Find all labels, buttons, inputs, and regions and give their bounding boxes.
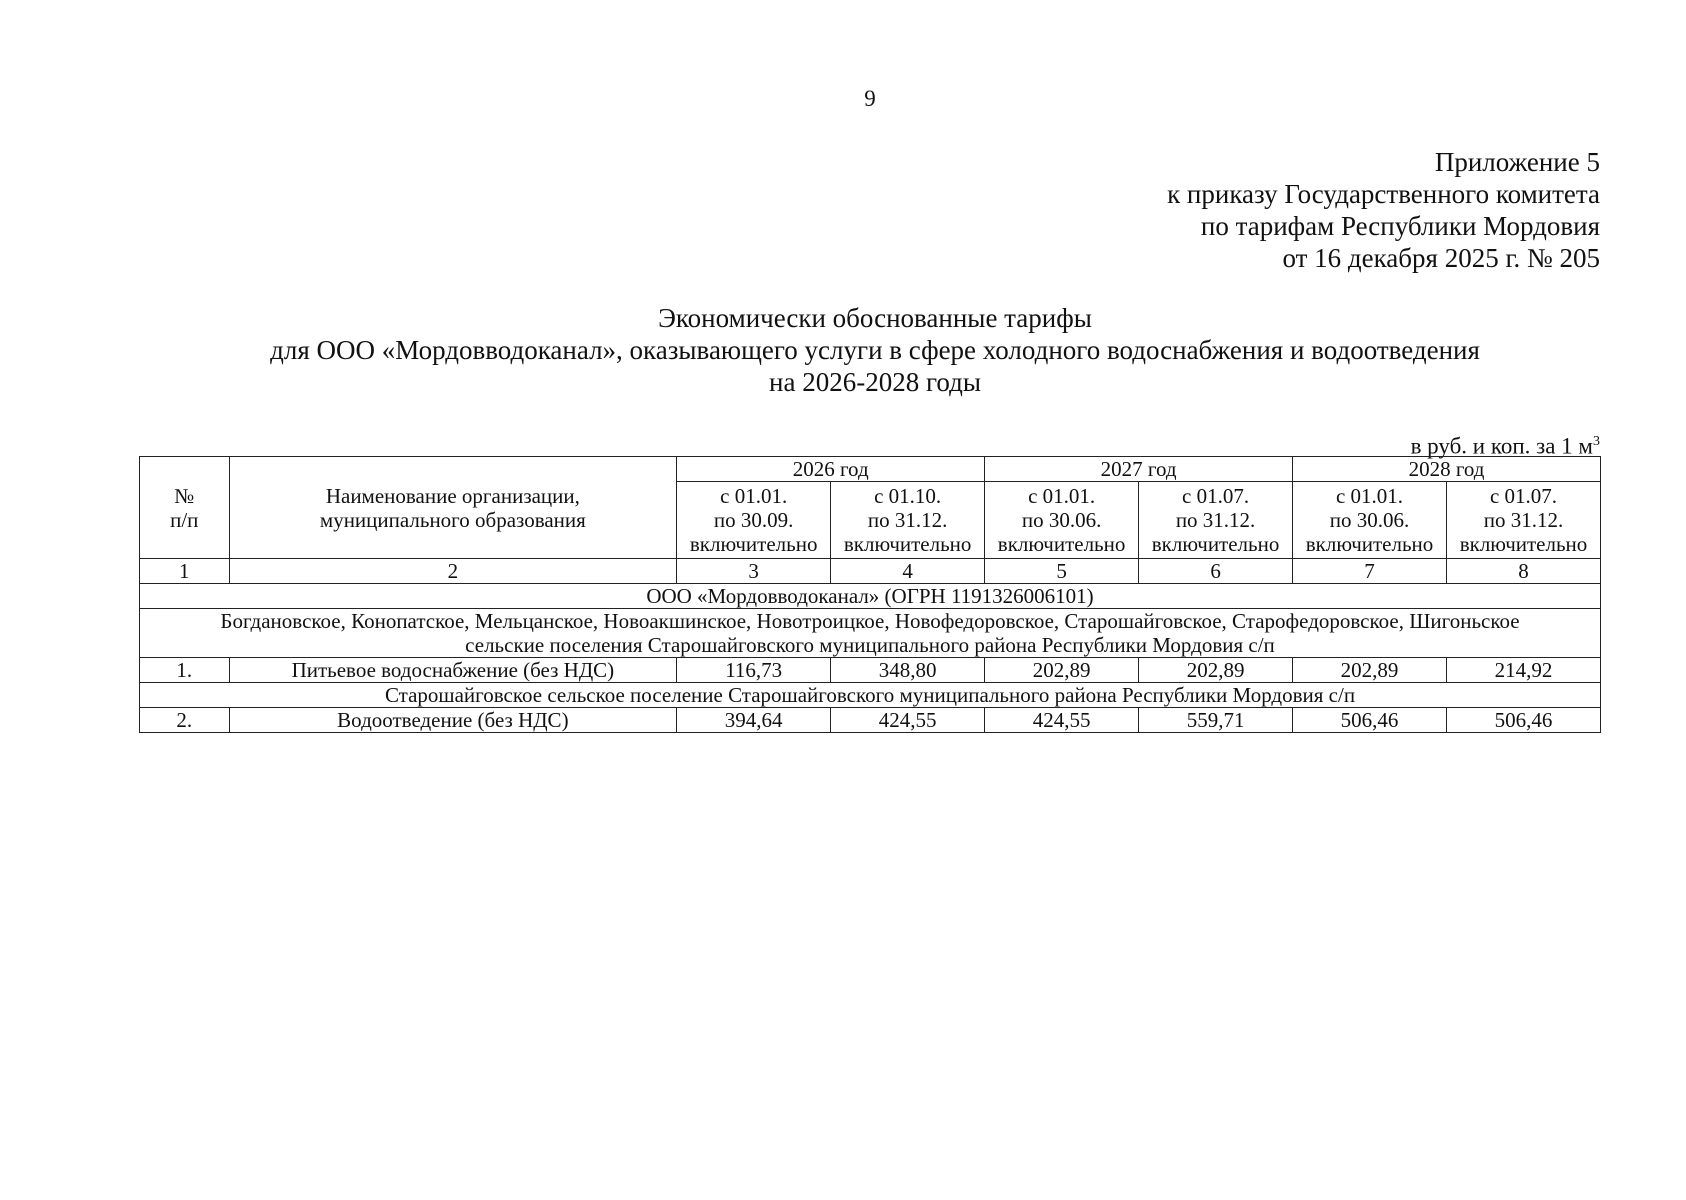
page-number: 9 [864,86,876,111]
units-superscript: 3 [1593,434,1600,449]
period-to: по 31.12. [867,508,948,532]
section-header-row [140,683,1601,708]
tariff-table [139,456,1601,733]
row-service-name: Питьевое водоснабжение (без НДС) [229,658,677,683]
header-name-line: Наименование организации, [325,483,580,508]
header-year-2026: 2026 год [677,457,985,482]
header-period [1447,482,1601,559]
header-period [677,482,831,559]
header-row-years [140,457,1601,482]
organization-row [140,584,1601,609]
tariff-value: 559,71 [1139,708,1293,733]
units-text: в руб. и коп. за 1 м [1410,433,1593,459]
row-service-name: Водоотведение (без НДС) [229,708,677,733]
header-number-line: п/п [170,507,199,532]
tariff-value: 348,80 [831,658,985,683]
period-to: по 31.12. [1483,508,1564,532]
column-number: 6 [1139,559,1293,584]
section-title-line: Богдановское, Конопатское, Мельцанское, Новоакшинское, Новотроицкое, Новофедоровское, Старошайговское, Старофедоровское, Шигоньское [220,609,1520,633]
period-from: с 01.01. [1028,484,1096,508]
period-inclusive: включительно [1151,532,1280,556]
row-number: 1. [140,658,230,683]
section-header-row [140,609,1601,658]
header-year-2027: 2027 год [985,457,1293,482]
period-inclusive: включительно [1459,532,1588,556]
period-from: с 01.07. [1489,484,1558,508]
header-period [985,482,1139,559]
period-from: с 01.01. [1335,484,1404,508]
title-line: для ООО «Мордовводоканал», оказывающего услуги в сфере холодного водоснабжения и водоотведения [270,335,1480,365]
tariff-value: 214,92 [1447,658,1601,683]
units-note [1411,430,1600,459]
section-title: Старошайговское сельское поселение Старошайговского муниципального района Республики Мордовия с/п [140,683,1601,708]
period-inclusive: включительно [997,532,1126,556]
organization-name: ООО «Мордовводоканал» (ОГРН 1191326006101) [140,584,1601,609]
period-to: по 30.06. [1329,508,1410,532]
column-number: 7 [1293,559,1447,584]
period-to: по 30.06. [1021,508,1102,532]
column-number: 8 [1447,559,1601,584]
header-period [831,482,985,559]
period-to: по 30.09. [713,508,794,532]
appendix-line: по тарифам Республики Мордовия [1200,211,1600,241]
header-number-line: № [174,483,195,508]
document-title [140,302,1610,398]
header-period [1293,482,1447,559]
appendix-line: Приложение 5 [1434,147,1600,177]
tariff-value: 202,89 [1139,658,1293,683]
header-name [229,457,677,559]
tariff-value: 394,64 [677,708,831,733]
header-period [1139,482,1293,559]
column-number: 2 [229,559,677,584]
tariff-value: 506,46 [1447,708,1601,733]
tariff-value: 424,55 [831,708,985,733]
period-from: с 01.01. [720,484,788,508]
tariff-value: 202,89 [1293,658,1447,683]
table-row [140,658,1601,683]
tariff-value: 506,46 [1293,708,1447,733]
header-number [140,457,230,559]
tariff-value: 116,73 [677,658,831,683]
column-number: 3 [677,559,831,584]
column-number: 1 [140,559,230,584]
row-number: 2. [140,708,230,733]
header-name-line: муниципального образования [319,507,586,532]
tariff-value: 202,89 [985,658,1139,683]
title-line: на 2026-2028 годы [769,367,981,397]
tariff-value: 424,55 [985,708,1139,733]
period-inclusive: включительно [843,532,972,556]
period-from: с 01.07. [1182,484,1250,508]
table-row [140,708,1601,733]
period-to: по 31.12. [1175,508,1256,532]
section-title [140,609,1601,658]
period-inclusive: включительно [689,532,818,556]
period-from: с 01.10. [874,484,942,508]
title-line: Экономически обоснованные тарифы [658,303,1092,333]
appendix-line: от 16 декабря 2025 г. № 205 [1282,243,1600,273]
section-title-line: сельские поселения Старошайговского муниципального района Республики Мордовия с/п [465,633,1275,657]
column-number: 5 [985,559,1139,584]
period-inclusive: включительно [1305,532,1434,556]
column-number-row [140,559,1601,584]
appendix-line: к приказу Государственного комитета [1167,179,1600,209]
column-number: 4 [831,559,985,584]
appendix-reference [1167,146,1600,274]
header-year-2028: 2028 год [1293,457,1601,482]
